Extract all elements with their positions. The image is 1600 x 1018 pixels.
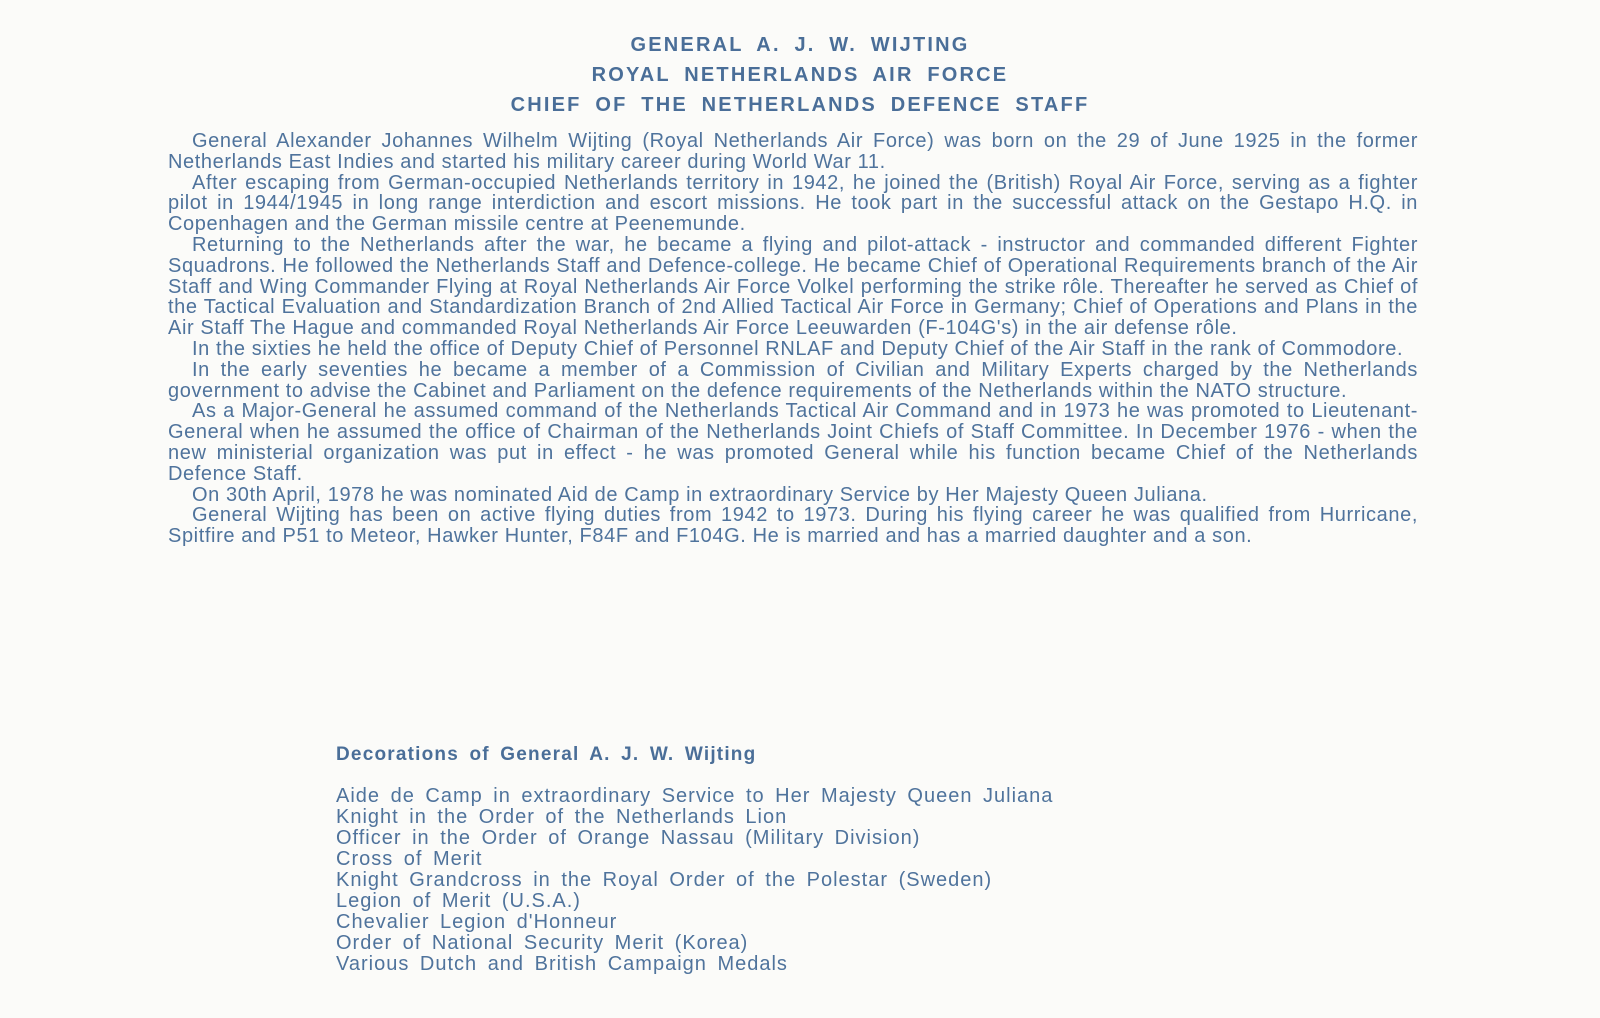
bio-paragraph-raf: After escaping from German-occupied Netherlands territory in 1942, he joined the (British) Royal Air Force, serving as a fighter pilot in 1944/1945 in long range interdiction and escort missions. He took part in the successful attack on the Gestapo H.Q. in Copenhagen and the German missile centre at Peenemunde. [168,171,1418,236]
bio-paragraph-promotion: As a Major-General he assumed command of the Netherlands Tactical Air Command and in 1973 he was promoted to Lieutenant-General when he assumed the office of Chairman of the Netherlands Joint Chiefs of Staff Committee. In December 1976 - when the new ministerial organization was put in effect - he was promoted General while his function became Chief of the Netherlands Defence Staff. [168,400,1418,485]
decoration-item: Knight in the Order of the Netherlands Lion [336,806,788,828]
decoration-item: Legion of Merit (U.S.A.) [336,890,581,912]
heading-block [0,30,1600,120]
decoration-item: Officer in the Order of Orange Nassau (Military Division) [336,827,921,849]
bio-paragraph-flying-career: General Wijting has been on active flying duties from 1942 to 1973. During his flying career he was qualified from Hurricane, Spitfire and P51 to Meteor, Hawker Hunter, F84F and F104G. He is married and has a married daughter and a son. [168,504,1418,548]
decorations-list [336,786,1236,975]
biography [168,131,1418,547]
bio-paragraph-seventies: In the early seventies he became a member of a Commission of Civilian and Military Experts charged by the Netherlands government to advise the Cabinet and Parliament on the defence requirements of the Netherlands within the NATO structure. [168,358,1418,402]
decoration-item: Various Dutch and British Campaign Medals [336,953,788,975]
decoration-item: Aide de Camp in extraordinary Service to Her Majesty Queen Juliana [336,785,1054,807]
heading-position: CHIEF OF THE NETHERLANDS DEFENCE STAFF [510,94,1090,116]
bio-paragraph-aide-de-camp: On 30th April, 1978 he was nominated Aid de Camp in extraordinary Service by Her Majesty Queen Juliana. [192,483,1208,506]
bio-paragraph-birth: General Alexander Johannes Wilhelm Wijting (Royal Netherlands Air Force) was born on the 29 of June 1925 in the former Netherlands East Indies and started his military career during World War 11. [168,130,1418,173]
bio-paragraph-sixties: In the sixties he held the office of Deputy Chief of Personnel RNLAF and Deputy Chief of the Air Staff in the rank of Commodore. [192,337,1404,360]
decoration-item: Chevalier Legion d'Honneur [336,911,618,933]
decoration-item: Order of National Security Merit (Korea) [336,932,749,954]
decorations-section [336,744,1236,975]
decorations-title: Decorations of General A. J. W. Wijting [336,744,757,765]
bio-paragraph-postwar: Returning to the Netherlands after the war, he became a flying and pilot-attack - instructor and commanded different Fighter Squadrons. He followed the Netherlands Staff and Defence-college. He became Chief of Operational Requirements branch of the Air Staff and Wing Commander Flying at Royal Netherlands Air Force Volkel performing the strike rôle. Thereafter he served as Chief of the Tactical Evaluation and Standardization Branch of 2nd Allied Tactical Air Force in Germany; Chief of Operations and Plans in the Air Staff The Hague and commanded Royal Netherlands Air Force Leeuwarden (F-104G's) in the air defense rôle. [168,233,1418,340]
heading-name: GENERAL A. J. W. WIJTING [630,34,970,56]
decoration-item: Knight Grandcross in the Royal Order of the Polestar (Sweden) [336,869,993,891]
heading-service: ROYAL NETHERLANDS AIR FORCE [591,64,1009,86]
decoration-item: Cross of Merit [336,848,483,870]
